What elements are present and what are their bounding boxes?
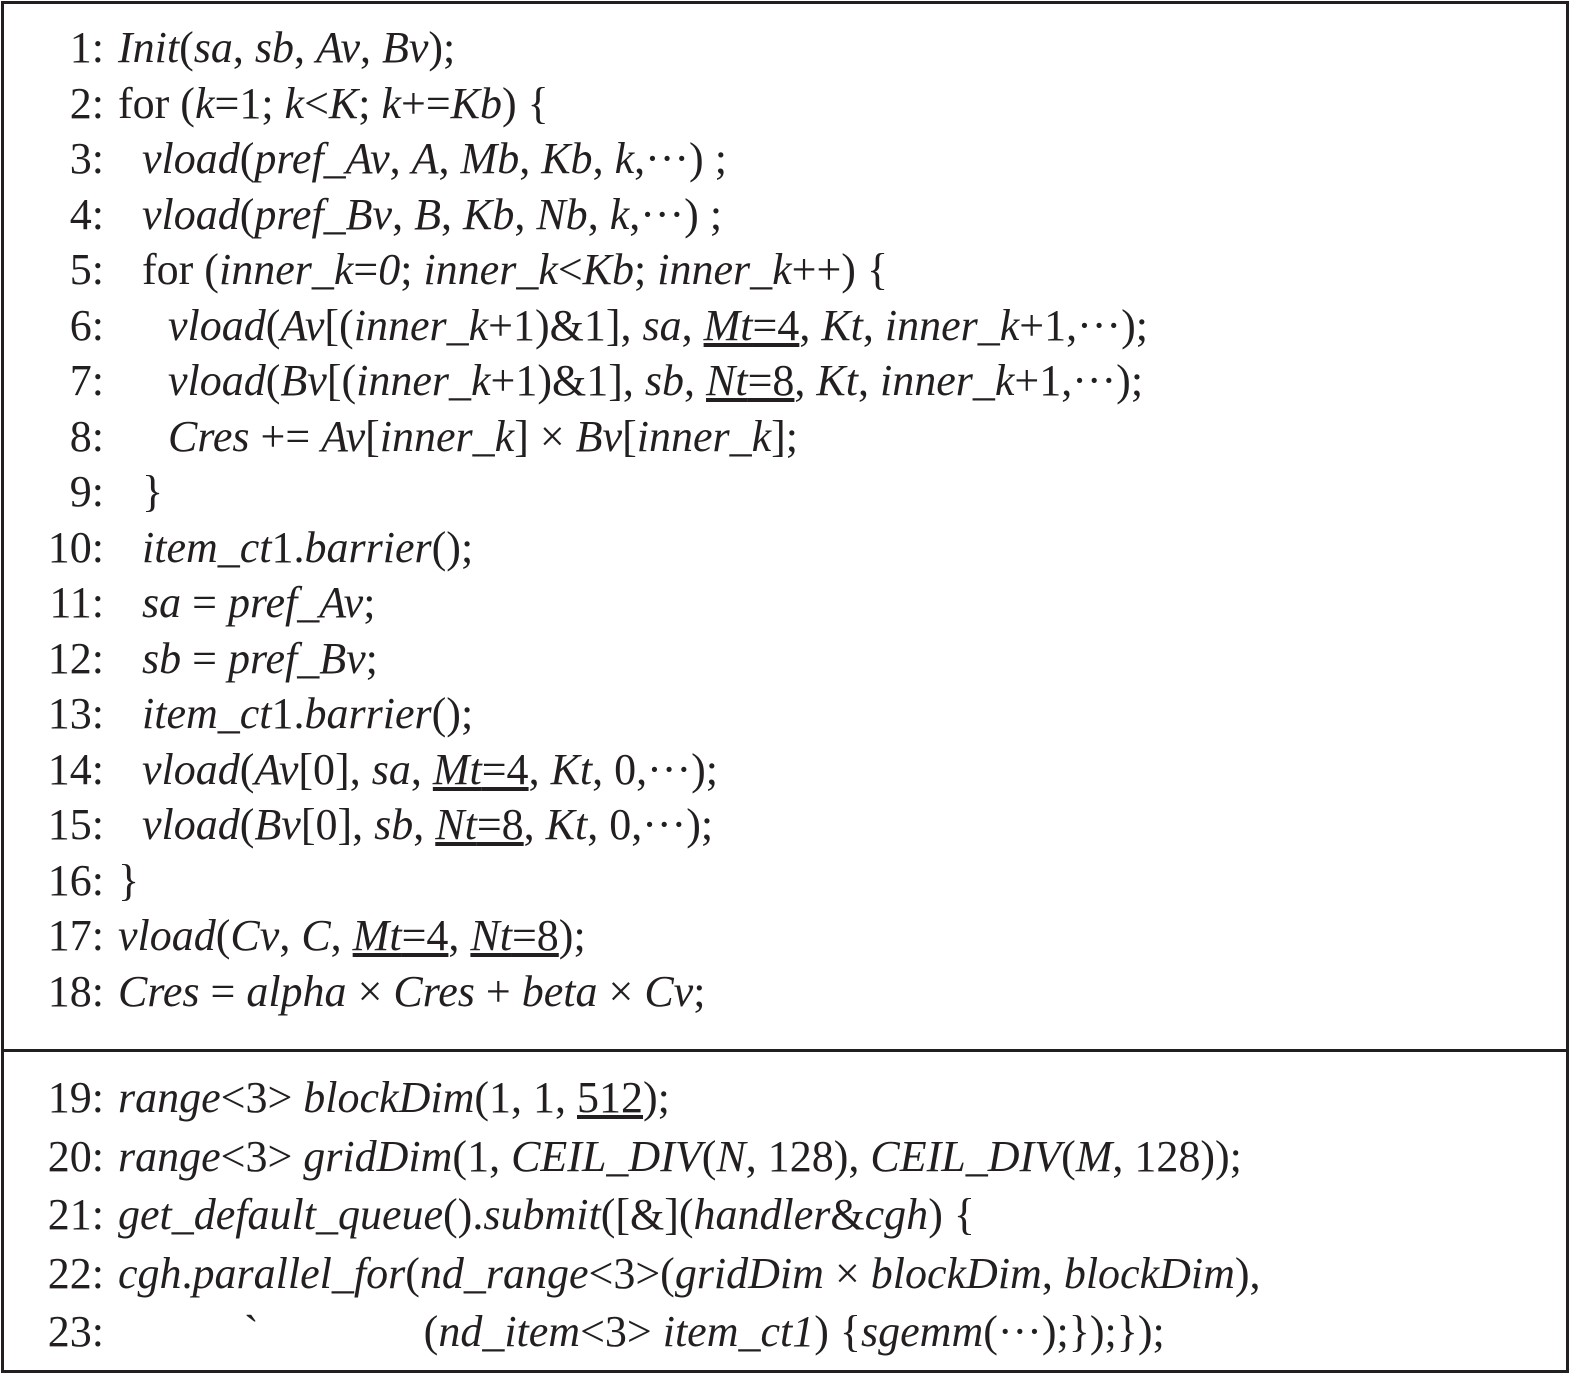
line-number: 9: (69, 467, 104, 516)
line-number: 18: (47, 966, 104, 1016)
line-number: 15: (47, 800, 104, 849)
line-number: 12: (47, 633, 104, 683)
code-text: range<3> gridDim(1, CEIL_DIV(N, 128), CEIL_DIV(M, 128)); (118, 1131, 1242, 1181)
line-number: 2: (69, 78, 104, 128)
line-number: 23: (47, 1307, 104, 1356)
code-text: vload(Bv[0], sb, Nt=8, Kt, 0,···); (142, 800, 714, 849)
code-text: sb = pref_Bv; (142, 633, 378, 683)
line-number: 1: (69, 23, 104, 72)
code-text: sa = pref_Av; (142, 578, 376, 627)
code-text: vload(pref_Av, A, Mb, Kb, k,···) ; (142, 134, 727, 183)
line-number: 16: (47, 855, 104, 905)
code-text: vload(Cv, C, Mt=4, Nt=8); (118, 911, 586, 960)
line-number: 17: (47, 911, 104, 960)
line-number: 13: (47, 689, 104, 738)
code-text: vload(pref_Bv, B, Kb, Nb, k,···) ; (142, 189, 723, 239)
line-number: 14: (47, 744, 104, 794)
code-text: } (142, 467, 164, 516)
code-text: vload(Bv[(inner_k+1)&1], sb, Nt=8, Kt, inner_k+1,···); (168, 356, 1144, 405)
code-text: vload(Av[(inner_k+1)&1], sa, Mt=4, Kt, inner_k+1,···); (168, 300, 1148, 350)
line-number: 19: (47, 1073, 104, 1122)
code-text: Cres = alpha × Cres + beta × Cv; (118, 966, 706, 1016)
line-number: 21: (47, 1190, 104, 1239)
code-text: vload(Av[0], sa, Mt=4, Kt, 0,···); (142, 744, 718, 794)
code-text: cgh.parallel_for(nd_range<3>(gridDim × blockDim, blockDim), (118, 1248, 1261, 1298)
line-number: 8: (69, 411, 104, 461)
code-text: } (118, 855, 140, 905)
line-number: 22: (47, 1248, 104, 1298)
line-number: 11: (49, 578, 104, 627)
code-text: for (k=1; k<K; k+=Kb) { (118, 78, 549, 128)
code-text: item_ct1.barrier(); (142, 689, 474, 738)
line-number: 10: (47, 522, 104, 572)
line-number: 6: (69, 300, 104, 350)
line-number: 3: (69, 134, 104, 183)
code-text: item_ct1.barrier(); (142, 522, 474, 572)
line-number: 20: (47, 1131, 104, 1181)
section-divider (1, 1049, 1569, 1052)
line-number: 5: (69, 245, 104, 294)
line-number: 7: (69, 356, 104, 405)
code-text: Init(sa, sb, Av, Bv); (118, 23, 456, 72)
line-number: 4: (69, 189, 104, 239)
code-text: ` (nd_item<3> item_ct1) {sgemm(···);});}); (244, 1307, 1165, 1356)
code-text: range<3> blockDim(1, 1, 512); (118, 1073, 670, 1122)
code-text: get_default_queue().submit([&](handler&cgh) { (118, 1190, 975, 1239)
code-text: for (inner_k=0; inner_k<Kb; inner_k++) { (142, 245, 889, 294)
code-text: Cres += Av[inner_k] × Bv[inner_k]; (168, 411, 799, 461)
